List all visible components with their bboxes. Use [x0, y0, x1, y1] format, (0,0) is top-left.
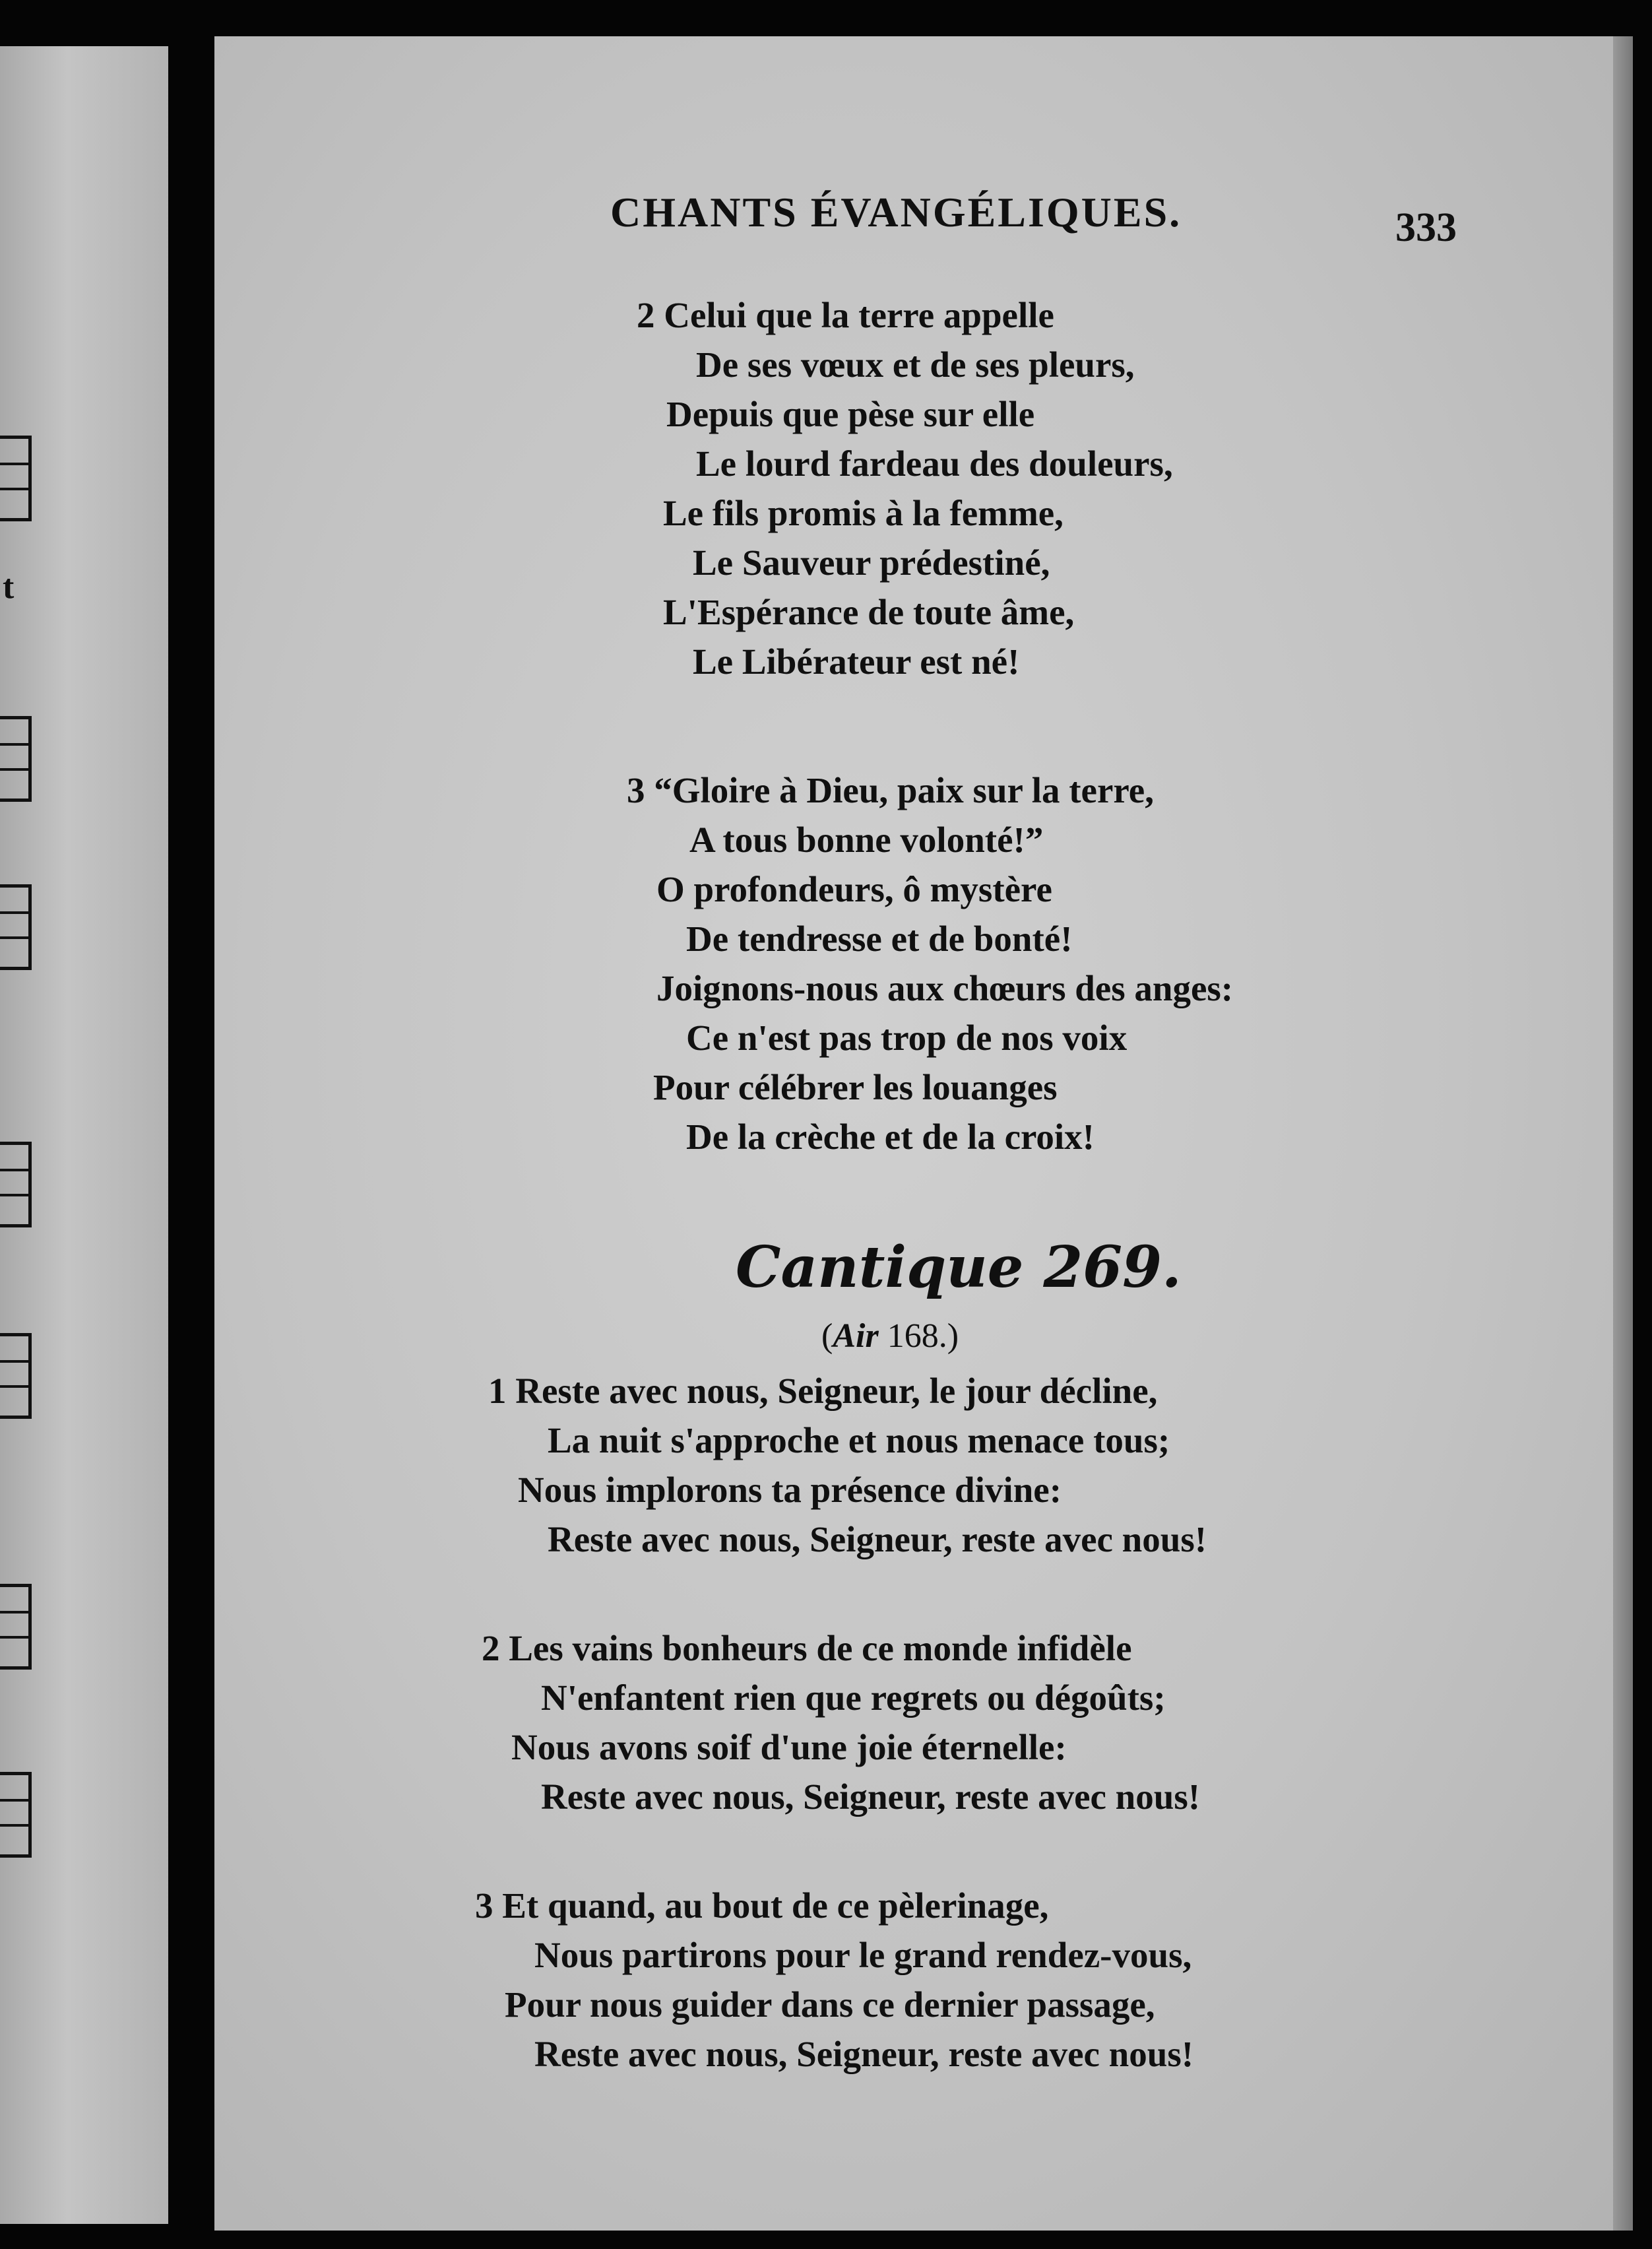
verse-line: 3 Et quand, au bout de ce pèlerinage,: [475, 1885, 1049, 1926]
verse-line: O profondeurs, ô mystère: [656, 869, 1052, 909]
verse-line: Reste avec nous, Seigneur, reste avec nous!: [541, 1776, 1201, 1817]
verse-line: Reste avec nous, Seigneur, reste avec nous!: [534, 2034, 1194, 2074]
verse-line: N'enfantent rien que regrets ou dégoûts;: [541, 1678, 1166, 1718]
verse-line: A tous bonne volonté!”: [689, 820, 1044, 860]
table-rule-mark: [0, 1772, 32, 1858]
table-rule-mark: [0, 1584, 32, 1670]
verse-line: 2 Celui que la terre appelle: [637, 295, 1054, 335]
verse-line: Pour nous guider dans ce dernier passage,: [505, 1984, 1155, 2025]
page-number: 333: [1395, 205, 1457, 250]
verse-line: Le Libérateur est né!: [693, 641, 1020, 682]
book-page: [214, 36, 1633, 2231]
verse-line: 2 Les vains bonheurs de ce monde infidèle: [482, 1628, 1132, 1668]
verse-line: Pour célébrer les louanges: [653, 1067, 1058, 1107]
verse-line: 3 “Gloire à Dieu, paix sur la terre,: [627, 770, 1154, 810]
verse-line: Le Sauveur prédestiné,: [693, 542, 1050, 583]
table-rule-mark: [0, 1142, 32, 1227]
table-rule-mark: [0, 436, 32, 521]
hymn-tune-reference: [821, 1317, 959, 1355]
table-rule-mark: [0, 1333, 32, 1419]
verse-line: Nous avons soif d'une joie éternelle:: [511, 1727, 1067, 1767]
verse-line: De tendresse et de bonté!: [686, 919, 1073, 959]
verse-line: Le fils promis à la femme,: [663, 493, 1064, 533]
verse-line: L'Espérance de toute âme,: [663, 592, 1075, 632]
verse-line: Nous partirons pour le grand rendez-vous,: [534, 1935, 1192, 1975]
facing-page-edge: [0, 46, 168, 2224]
verse-line: De ses vœux et de ses pleurs,: [696, 344, 1135, 385]
verse-line: Le lourd fardeau des douleurs,: [696, 443, 1173, 484]
verse-line: Nous implorons ta présence divine:: [518, 1470, 1062, 1510]
air-number: 168.): [887, 1317, 959, 1355]
running-title: CHANTS ÉVANGÉLIQUES.: [610, 189, 1182, 236]
verse-line: Joignons-nous aux chœurs des anges:: [656, 968, 1234, 1008]
verse-line: Reste avec nous, Seigneur, reste avec nous!: [548, 1519, 1207, 1559]
verse-line: Depuis que pèse sur elle: [666, 394, 1035, 434]
air-label: Air: [833, 1317, 879, 1355]
table-rule-mark: [0, 884, 32, 970]
verse-line: La nuit s'approche et nous menace tous;: [548, 1420, 1170, 1460]
hymn-title: Cantique 269.: [736, 1234, 1182, 1301]
table-rule-mark: [0, 716, 32, 802]
verse-line: Ce n'est pas trop de nos voix: [686, 1018, 1128, 1058]
page-edge-shadow: [1613, 36, 1633, 2231]
facing-page-letter: t: [3, 568, 15, 606]
verse-line: 1 Reste avec nous, Seigneur, le jour décline,: [488, 1371, 1158, 1411]
air-open-paren: (: [821, 1317, 833, 1355]
verse-line: De la crèche et de la croix!: [686, 1117, 1095, 1157]
